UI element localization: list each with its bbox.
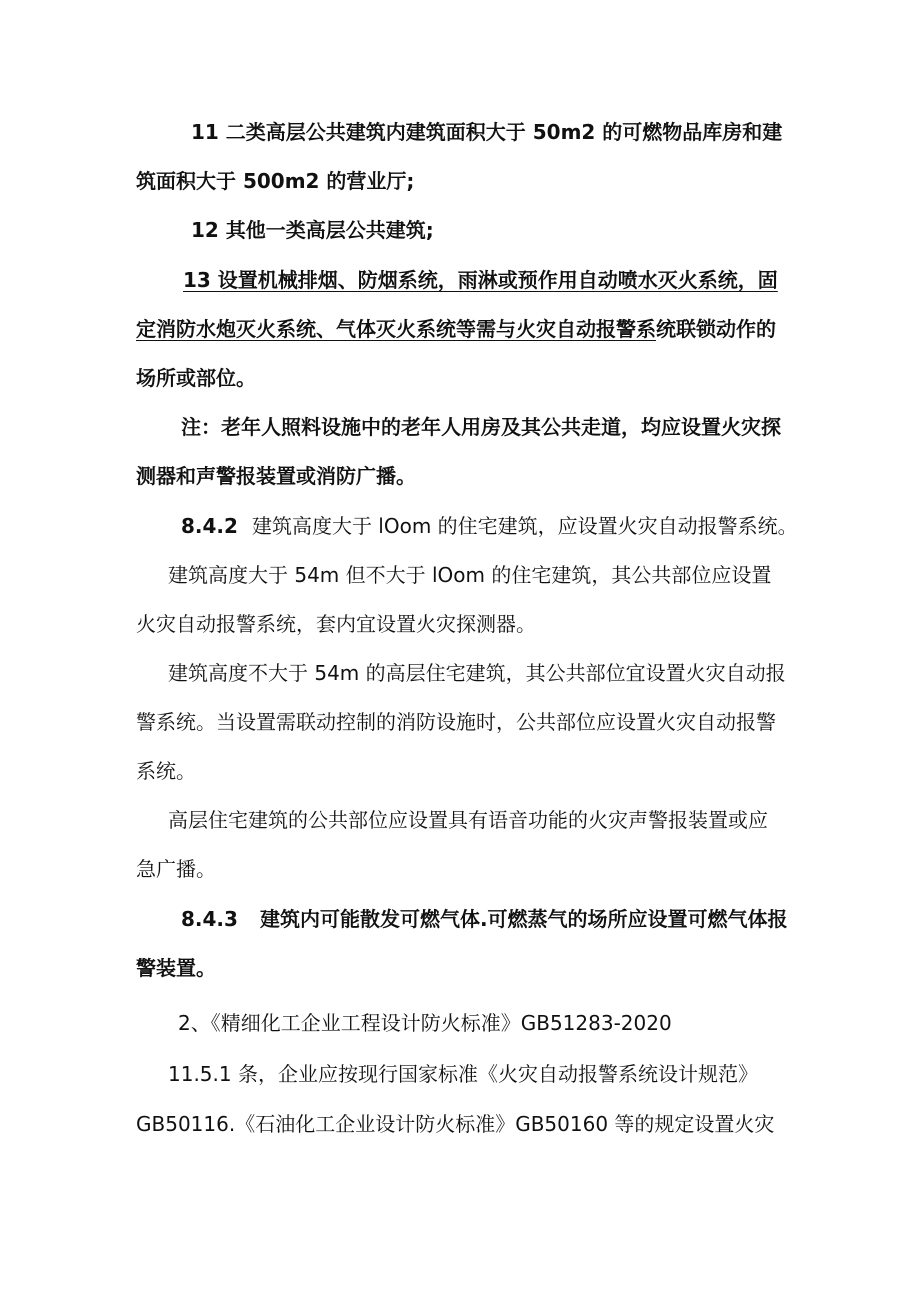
item-13-line-2 (136, 315, 776, 343)
note-line-2: 测器和声警报装置或消防广播。 (136, 464, 416, 488)
clause-8-4-2-text: 建筑高度大于 lOom 的住宅建筑，应设置火灾自动报警系统。 (251, 514, 798, 538)
clause-8-4-2-para-4-line-2: 急广播。 (136, 857, 216, 881)
clause-8-4-3-text: 建筑内可能散发可燃气体.可燃蒸气的场所应设置可燃气体报 (259, 907, 788, 931)
item-11-line-2: 筑面积大于 500m2 的营业厅; (136, 169, 415, 193)
reference-2-title: 2、《精细化工企业工程设计防火标准》GB51283-2020 (178, 1011, 672, 1035)
note-line-1: 注：老年人照料设施中的老年人用房及其公共走道，均应设置火灾探 (181, 415, 781, 439)
clause-8-4-3-line-2: 警装置。 (136, 956, 216, 980)
clause-11-5-1-line-2: GB50116.《石油化工企业设计防火标准》GB50160 等的规定设置火灾 (136, 1112, 775, 1136)
clause-8-4-2-line (181, 512, 798, 540)
clause-8-4-3-number: 8.4.3 (181, 907, 238, 931)
item-12-line: 12 其他一类高层公共建筑; (191, 218, 434, 242)
clause-8-4-2-para-3-line-2: 警系统。当设置需联动控制的消防设施时，公共部位应设置火灾自动报警 (136, 710, 776, 734)
item-13-line-2-rest: 统联锁动作的 (656, 317, 776, 341)
item-13-line-2-underlined: 定消防水炮灭火系统、气体灭火系统等需与火灾自动报警系 (136, 317, 656, 341)
item-13-line-1: 13 设置机械排烟、防烟系统，雨淋或预作用自动喷水灭火系统，固 (183, 268, 778, 292)
clause-8-4-2-number: 8.4.2 (181, 514, 238, 538)
clause-8-4-2-para-2-line-1: 建筑高度大于 54m 但不大于 lOom 的住宅建筑，其公共部位应设置 (168, 563, 772, 587)
clause-8-4-3-line-1 (181, 905, 788, 933)
item-11-line-1: 11 二类高层公共建筑内建筑面积大于 50m2 的可燃物品库房和建 (191, 120, 783, 144)
item-13-line-3: 场所或部位。 (136, 366, 256, 390)
clause-8-4-2-para-3-line-3: 系统。 (136, 759, 196, 783)
clause-8-4-2-para-2-line-2: 火灾自动报警系统，套内宜设置火灾探测器。 (136, 612, 536, 636)
clause-8-4-2-para-4-line-1: 高层住宅建筑的公共部位应设置具有语音功能的火灾声警报装置或应 (168, 808, 768, 832)
clause-11-5-1-line-1: 11.5.1 条，企业应按现行国家标准《火灾自动报警系统设计规范》 (168, 1062, 758, 1086)
clause-8-4-2-para-3-line-1: 建筑高度不大于 54m 的高层住宅建筑，其公共部位宜设置火灾自动报 (168, 661, 786, 685)
